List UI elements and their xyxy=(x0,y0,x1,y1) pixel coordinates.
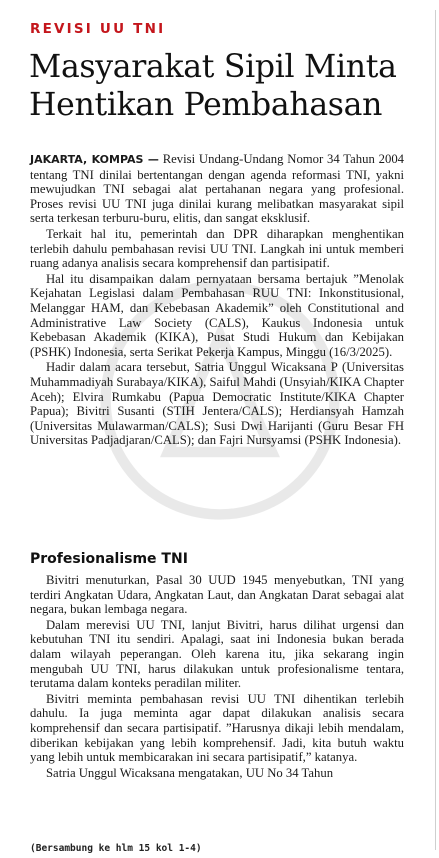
body-paragraph: Satria Unggul Wicaksana mengatakan, UU No 34 Tahun xyxy=(46,765,334,780)
dateline: JAKARTA, KOMPAS — xyxy=(30,153,159,166)
headline-line-2: Hentikan Pembahasan xyxy=(29,87,383,123)
kicker: REVISI UU TNI xyxy=(30,21,166,37)
body-paragraph: Hal itu disampaikan dalam pernyataan bersama bertajuk ”Menolak Kejahatan Legislasi dalam Pembahasan RUU TNI: Inkonstitusional, Melanggar HAM, dan Kebebasan Akademik” oleh Constitutional and Administrative Law Society (CALS), Kaukus Indonesia untuk Kebebasan Akademik (KIKA), Pusat Studi Hukum dan Kebijakan (PSHK) Indonesia, serta Serikat Pekerja Kampus, Minggu (16/3/2025). xyxy=(30,271,404,359)
lead-text: Revisi Undang-Undang Nomor 34 Tahun 2004 tentang TNI dinilai bertentangan dengan agenda reformasi TNI, yakni mewujudkan TNI sebagai alat pertahanan negara yang profesional. Proses revisi UU TNI juga dinilai kurang melibatkan masyarakat sipil serta terkesan terburu-buru, elitis, dan sangat eksklusif. xyxy=(30,152,405,226)
continued-note: (Bersambung ke hlm 15 kol 1-4) xyxy=(30,843,202,854)
article-body-1 xyxy=(30,152,404,449)
headline-line-1: Masyarakat Sipil Minta xyxy=(29,49,397,85)
headline xyxy=(29,48,419,124)
body-paragraph: Terkait hal itu, pemerintah dan DPR diharapkan menghentikan terlebih dahulu pembahasan revisi UU TNI. Langkah ini untuk memberi ruang adanya analisis secara komprehensif dan partisipatif. xyxy=(30,226,404,271)
body-paragraph: Bivitri meminta pembahasan revisi UU TNI dihentikan terlebih dahulu. Ia juga meminta agar dapat dilakukan analisis secara komprehensif dan secara partisipatif. ”Harusnya dikaji lebih mendalam, diberikan kebijakan yang lebih komprehensif. Jadi, kita butuh waktu yang lebih untuk membicarakan ini secara partisipatif,” katanya. xyxy=(30,691,404,765)
body-paragraph: Hadir dalam acara tersebut, Satria Unggul Wicaksana P (Universitas Muhammadiyah Surabaya/KIKA), Saiful Mahdi (Unsyiah/KIKA Chapter Aceh); Elvira Rumkabu (Papua Democratic Institute/KIKA Chapter Papua); Bivitri Susanti (STIH Jentera/CALS); Herdiansyah Hamzah (Universitas Mulawarman/CALS); Susi Dwi Harijanti (Guru Besar FH Universitas Padjadjaran/CALS); dan Fajri Nursyamsi (PSHK Indonesia). xyxy=(30,360,404,448)
lead-paragraph xyxy=(30,152,404,226)
body-paragraph: Bivitri menuturkan, Pasal 30 UUD 1945 menyebutkan, TNI yang terdiri Angkatan Udara, Angkatan Laut, dan Angkatan Darat sebagai alat negara, bukan lembaga negara. xyxy=(30,573,404,617)
article-body-2 xyxy=(30,573,404,781)
section-subhead: Profesionalisme TNI xyxy=(30,551,188,567)
body-paragraph: Dalam merevisi UU TNI, lanjut Bivitri, harus dilihat urgensi dan kebutuhan TNI itu sendiri. Apalagi, saat ini Indonesia bukan berada dalam wilayah peperangan. Oleh karena itu, jika sekarang ingin mengubah UU TNI, harus dilakukan untuk profesionalisme tentara, terutama dalam konteks peradilan militer. xyxy=(30,617,404,691)
page-edge-rule xyxy=(435,10,436,850)
